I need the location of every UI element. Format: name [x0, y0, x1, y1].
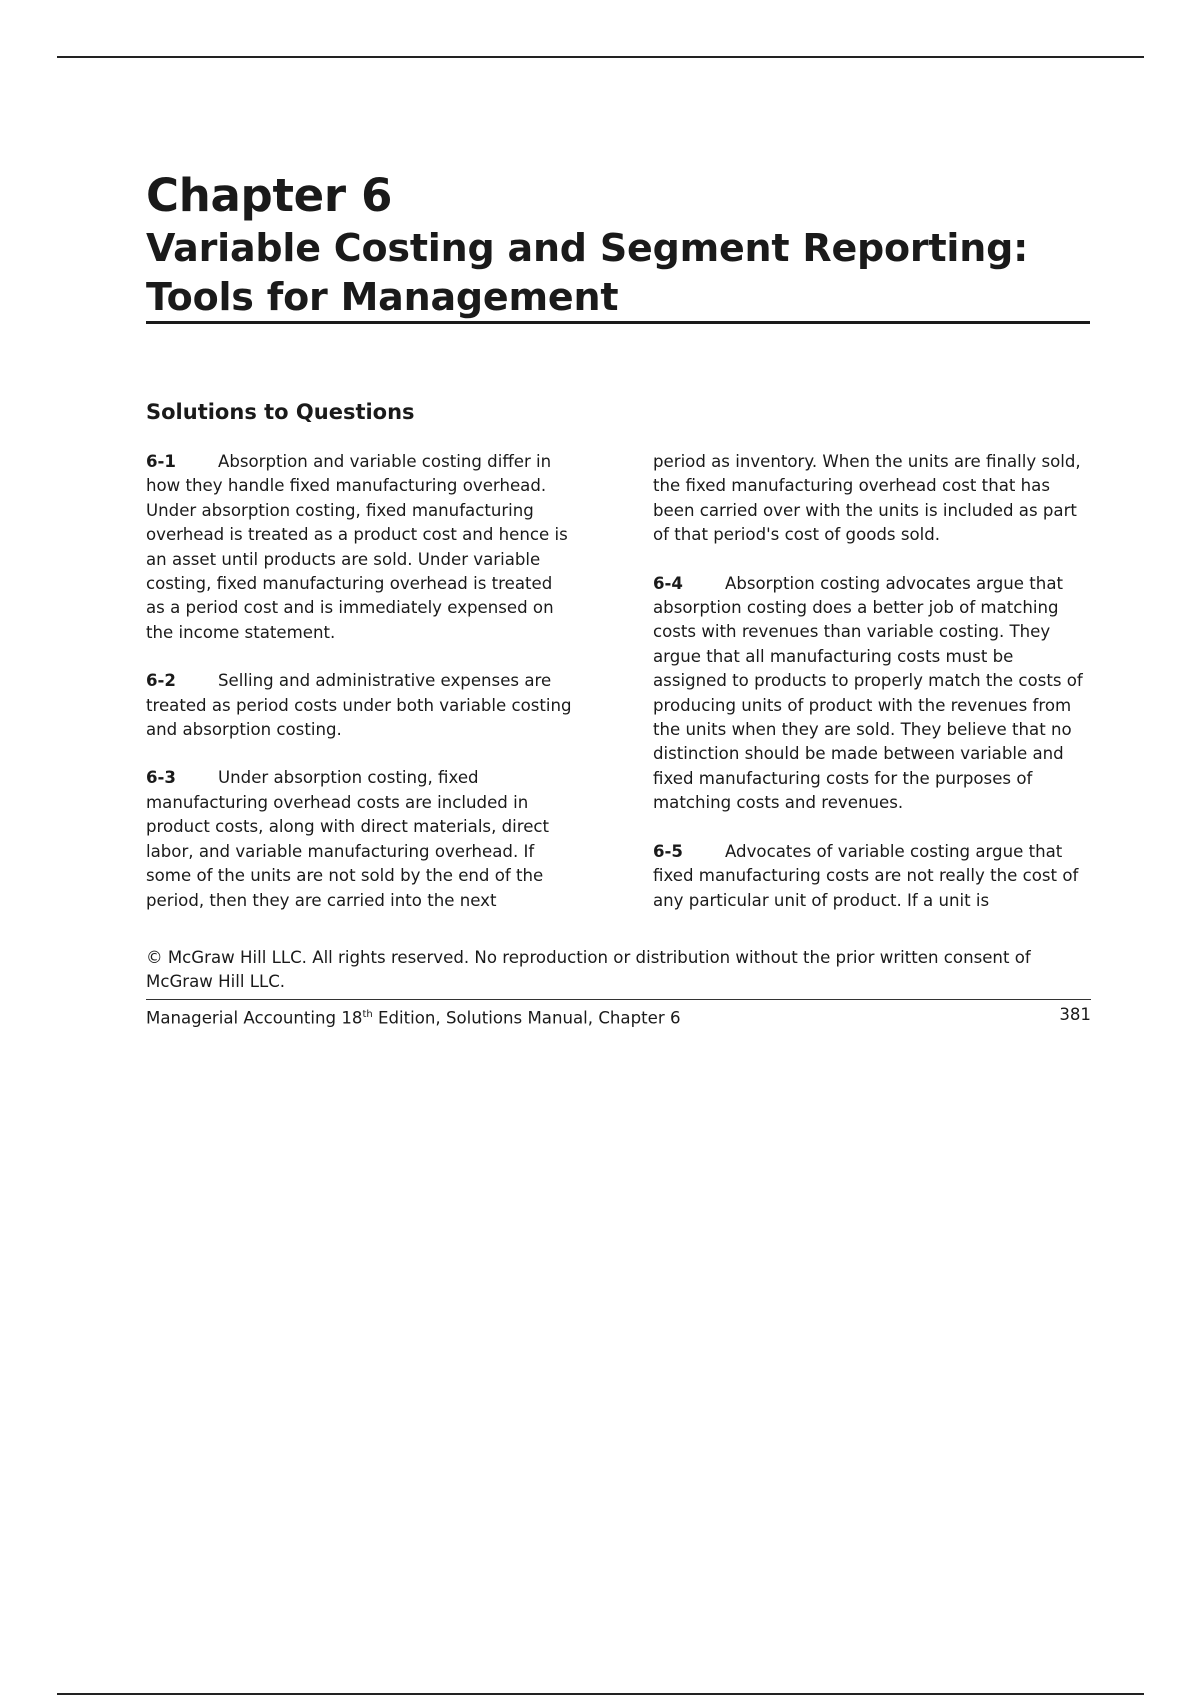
right-column [653, 450, 1089, 937]
question-6-3-continued [653, 450, 1089, 548]
question-text: Absorption costing advocates argue that absorption costing does a better job of matching costs with revenues than variable costing. They argue that all manufacturing costs must be assigned to products to properly match the costs of producing units of product with the revenues from the units when they are sold. They believe that no distinction should be made between variable and fixed manufacturing costs for the purposes of matching costs and revenues. [653, 573, 1083, 813]
chapter-number: Chapter 6 [146, 169, 393, 222]
question-text: period as inventory. When the units are finally sold, the fixed manufacturing overhead cost that has been carried over with the units is included as part of that period's cost of goods sold. [653, 452, 1081, 545]
footer-book-title [146, 1003, 681, 1031]
question-number: 6-5 [653, 841, 683, 861]
question-6-5 [653, 840, 1089, 913]
question-number: 6-3 [146, 768, 176, 788]
chapter-title-underline [146, 321, 1090, 324]
question-text: Advocates of variable costing argue that fixed manufacturing costs are not really the cost of any particular unit of product. If a unit is [653, 841, 1079, 910]
copyright-notice: © McGraw Hill LLC. All rights reserved. No reproduction or distribution without the prior written consent of McGraw Hill LLC. [146, 948, 1031, 992]
left-column [146, 450, 576, 937]
question-number: 6-4 [653, 573, 683, 593]
question-text: Under absorption costing, fixed manufacturing overhead costs are included in product costs, along with direct materials, direct labor, and variable manufacturing overhead. If some of the units are not sold by the end of the period, then they are carried into the next [146, 768, 550, 910]
question-6-2 [146, 669, 576, 742]
question-number: 6-2 [146, 671, 176, 691]
question-text: Absorption and variable costing differ in how they handle fixed manufacturing overhead. Under absorption costing, fixed manufacturing overhead is treated as a product cost and hence is an asset until products are sold. Under variable costing, fixed manufacturing overhead is treated as a period cost and is immediately expensed on the income statement. [146, 452, 568, 642]
footer-rule [146, 999, 1091, 1000]
question-text: Selling and administrative expenses are treated as period costs under both variable costing and absorption costing. [146, 671, 572, 740]
bottom-rule [57, 1693, 1144, 1695]
question-6-4 [653, 572, 1089, 816]
footer-edition-sup: th [362, 1009, 373, 1020]
chapter-title-line-1: Variable Costing and Segment Reporting: [146, 226, 1029, 270]
question-number: 6-1 [146, 452, 176, 471]
page-number: 381 [1059, 1005, 1091, 1024]
chapter-header [146, 168, 1090, 322]
page-footer [146, 1003, 1091, 1031]
question-6-3 [146, 766, 576, 912]
footer-book-prefix: Managerial Accounting 18 [146, 1008, 363, 1028]
question-6-1 [146, 450, 576, 645]
footer-book-suffix: Edition, Solutions Manual, Chapter 6 [372, 1008, 681, 1028]
chapter-title-line-2: Tools for Management [146, 275, 619, 319]
section-heading: Solutions to Questions [146, 400, 415, 424]
top-rule [57, 56, 1144, 58]
